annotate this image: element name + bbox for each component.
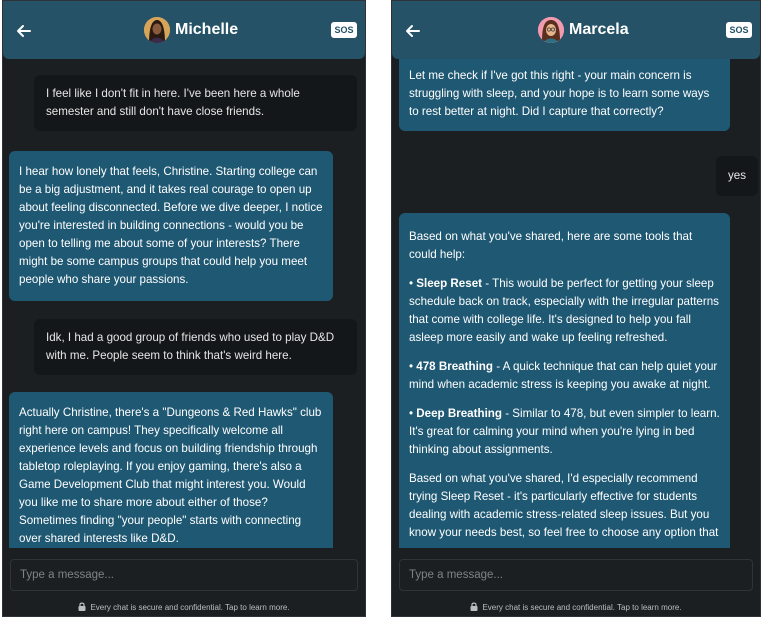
chat-screen-right (391, 0, 761, 617)
user-message: Idk, I had a good group of friends who used to play D&D with me. People seem to think that's weird here. (34, 319, 357, 375)
security-notice-text: Every chat is secure and confidential. Tap to learn more. (90, 603, 290, 612)
avatar (144, 17, 170, 43)
security-notice[interactable] (3, 602, 365, 612)
user-message: I feel like I don't fit in here. I've been here a whole semester and still don't have close friends. (34, 75, 357, 131)
lock-icon (470, 602, 478, 611)
tools-intro: Based on what you've shared, here are some tools that could help: (409, 230, 693, 261)
message-input-placeholder: Type a message... (20, 569, 114, 581)
lock-icon (78, 602, 86, 611)
chat-header (3, 1, 365, 59)
tools-recommendation: Based on what you've shared, I'd especially recommend trying Sleep Reset - it's particularly effective for students dealing with academic stress-related sleep issues. But you know your needs best, so feel free to choose any option that (409, 472, 719, 539)
message-list (392, 59, 760, 548)
bot-message: Actually Christine, there's a "Dungeons & Red Hawks" club right here on campus! They specifically welcome all experience levels and focus on building friendship through tabletop roleplaying. If you enjoy gaming, there's also a Game Development Club that might interest you. Would you like me to share more about either of those? Sometimes finding "your people" starts with connecting over shared interests like D&D. (9, 392, 333, 548)
contact-name: Marcela (569, 21, 629, 38)
chat-screen-left (2, 0, 366, 617)
tool-item: • Sleep Reset - This would be perfect for getting your sleep schedule back on track, especially with the irregular patterns that come with college life. It's designed to help you fall asleep more easily and wake up feeling refreshed. (409, 277, 719, 344)
message-input[interactable] (399, 559, 753, 591)
user-message: yes (716, 156, 758, 196)
back-arrow-icon[interactable] (402, 20, 424, 42)
sos-button[interactable]: SOS (726, 22, 752, 38)
security-notice-text: Every chat is secure and confidential. Tap to learn more. (482, 603, 682, 612)
bot-message: Let me check if I've got this right - your main concern is struggling with sleep, and your hope is to learn some ways to rest better at night. Did I capture that correctly? (399, 59, 730, 131)
tool-item: • Deep Breathing - Similar to 478, but even simpler to learn. It's great for calming your mind when you're lying in bed thinking about assignments. (409, 407, 720, 456)
tool-name[interactable]: Deep Breathing (416, 407, 502, 420)
tool-name[interactable]: 478 Breathing (416, 360, 493, 373)
bot-message: I hear how lonely that feels, Christine. Starting college can be a big adjustment, and it takes real courage to open up about feeling disconnected. Before we dive deeper, I notice you're interested in building connections - would you be open to telling me about some of your interests? There might be some campus groups that could help you meet people who share your passions. (9, 151, 333, 301)
back-arrow-icon[interactable] (13, 20, 35, 42)
message-input-placeholder: Type a message... (409, 569, 503, 581)
chat-header (392, 1, 760, 59)
bot-message (399, 213, 730, 548)
contact-name: Michelle (175, 21, 239, 38)
security-notice[interactable] (392, 602, 760, 612)
message-input[interactable] (10, 559, 358, 591)
sos-button[interactable]: SOS (331, 22, 357, 38)
tool-name[interactable]: Sleep Reset (416, 277, 483, 290)
tool-item: • 478 Breathing - A quick technique that can help quiet your mind when academic stress is keeping you awake at night. (409, 360, 718, 391)
avatar (538, 17, 564, 43)
message-list (3, 59, 365, 548)
